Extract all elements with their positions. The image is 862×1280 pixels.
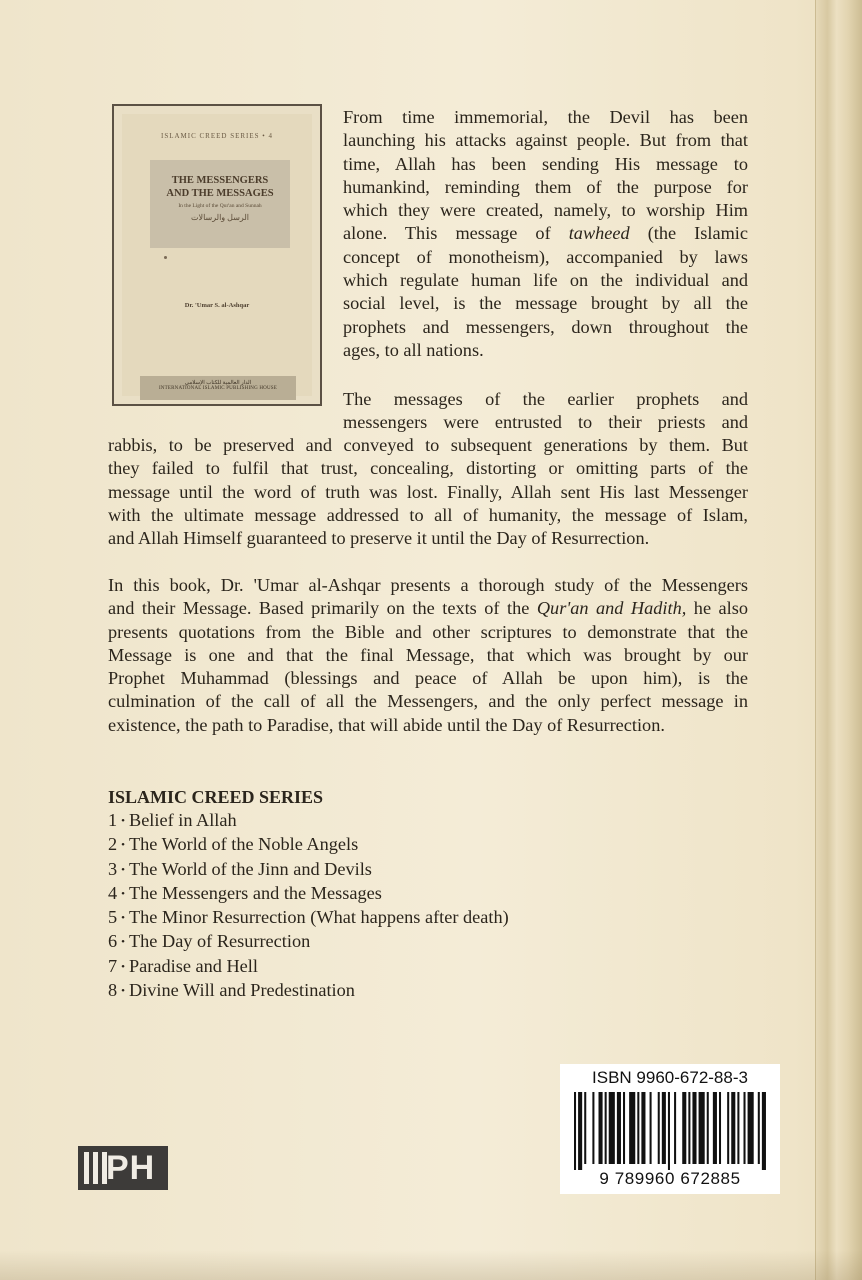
cover-title-line2: AND THE MESSAGES [166, 188, 274, 199]
third-line2-italic: Qur'an and Hadith, [536, 598, 687, 619]
cover-arabic-title: الرسل والرسالات [190, 213, 249, 222]
isbn-label: ISBN 9960-672-88-3 [592, 1068, 748, 1087]
series-item [108, 809, 509, 833]
intro-line: ages, to all nations. [343, 339, 484, 360]
series-bullet: • [121, 839, 125, 852]
barcode-bar [692, 1092, 696, 1164]
third-line2-after: he also [686, 598, 749, 619]
intro-term-after: (the Islamic [629, 223, 748, 244]
third-line2-before: and their Message. Based primarily on the texts of the [108, 598, 537, 619]
second-line: The messages of the earlier prophets and [343, 389, 748, 409]
series-item-number: 1 [108, 810, 118, 830]
intro-line: which regulate human life on the individual and [343, 270, 748, 291]
cover-series-label: ISLAMIC CREED SERIES • 4 [160, 132, 273, 140]
third-line: Message is one and that the final Message, that which was brought by our [108, 644, 748, 665]
second-line: messengers were entrusted to their priests and [343, 412, 748, 433]
third-line: existence, the path to Paradise, that will abide until the Day of Resurrection. [108, 714, 665, 735]
barcode-bar [688, 1092, 690, 1164]
series-item-number: 3 [108, 858, 118, 879]
series-item-number: 4 [108, 882, 118, 903]
barcode-bar [578, 1092, 582, 1170]
series-bullet: • [121, 863, 125, 876]
series-bullet: • [121, 936, 125, 949]
series-item [108, 979, 509, 1003]
cover-title [150, 174, 290, 200]
third-line: Prophet Muhammad (blessings and peace of Allah be upon him), is the [108, 668, 748, 689]
series-item-title: The World of the Jinn and Devils [129, 858, 372, 879]
barcode-bar [629, 1092, 635, 1164]
series-item [108, 833, 509, 857]
intro-line: launching his attacks against people. But from that [343, 130, 748, 151]
barcode-bar [637, 1092, 639, 1164]
series-item [108, 930, 509, 954]
intro-term-lead: alone. This message of [343, 223, 551, 244]
barcode-bar [584, 1092, 586, 1164]
barcode-bars [574, 1092, 768, 1170]
logo-bar [93, 1152, 98, 1184]
intro-paragraph [343, 106, 748, 362]
second-line: and Allah Himself guaranteed to preserve it until the Day of Resurrection. [108, 528, 650, 549]
third-line: In this book, Dr. 'Umar al-Ashqar presents a thorough study of the Messengers [108, 575, 748, 595]
book-spine-edge [815, 0, 862, 1280]
second-line: they failed to fulfil that trust, concealing, distorting or omitting parts of the [108, 458, 748, 479]
barcode-bar [605, 1092, 607, 1164]
intro-line: time, Allah has been sending His message to [343, 153, 748, 174]
iiph-logo [78, 1146, 168, 1190]
barcode-digits: 9 789960 672885 [599, 1169, 741, 1188]
isbn-barcode [560, 1064, 780, 1194]
barcode-bar [658, 1092, 660, 1164]
third-line: culmination of the call of all the Messengers, and the only perfect message in [108, 691, 748, 712]
barcode-bar [731, 1092, 735, 1164]
cover-title-line1: THE MESSENGERS [171, 175, 269, 186]
cover-title-block [150, 160, 290, 248]
barcode-bar [762, 1092, 766, 1170]
series-item-title: The Minor Resurrection (What happens after death) [129, 907, 509, 928]
series-item-number: 5 [108, 907, 118, 928]
intro-line: humankind, reminding them of the purpose for [343, 176, 748, 197]
series-item-title: The World of the Noble Angels [129, 834, 359, 855]
barcode-bar [682, 1092, 686, 1164]
series-list [108, 809, 509, 1003]
second-line: rabbis, to be preserved and conveyed to subsequent generations by them. But [108, 435, 748, 455]
series-item-title: Divine Will and Predestination [129, 980, 355, 1001]
intro-line: concept of monotheism), accompanied by laws [343, 246, 748, 267]
barcode-bar [713, 1092, 717, 1164]
intro-line: social level, is the message brought by all the [343, 293, 748, 314]
cover-decorative-dot [164, 256, 167, 259]
cover-subtitle: In the Light of the Qur'an and Sunnah [178, 203, 262, 209]
barcode-bar [623, 1092, 625, 1164]
series-bullet: • [121, 887, 125, 900]
series-item [108, 955, 509, 979]
barcode-bar [737, 1092, 739, 1164]
barcode-bar [707, 1092, 709, 1164]
barcode-bar [719, 1092, 721, 1164]
barcode-bar [641, 1092, 645, 1164]
series-item-title: The Day of Resurrection [129, 931, 311, 952]
cover-publisher-arabic: الدار العالمية للكتاب الإسلامي [184, 380, 252, 386]
barcode-bar [609, 1092, 615, 1164]
barcode-bar [662, 1092, 666, 1164]
intro-line-term [343, 222, 748, 245]
series-bullet: • [121, 815, 125, 827]
series-item-title: Belief in Allah [129, 810, 237, 830]
cover-publisher: INTERNATIONAL ISLAMIC PUBLISHING HOUSE [158, 386, 278, 391]
barcode-bar [727, 1092, 729, 1164]
series-item-title: Paradise and Hell [129, 955, 258, 976]
front-cover-thumbnail [112, 104, 322, 406]
intro-line: From time immemorial, the Devil has been [343, 107, 748, 127]
barcode-bar [592, 1092, 594, 1164]
barcode-bar [650, 1092, 652, 1164]
barcode-bar [574, 1092, 576, 1170]
barcode-bar [748, 1092, 754, 1164]
barcode-bar [674, 1092, 676, 1164]
series-item-number: 8 [108, 980, 118, 1001]
third-line: presents quotations from the Bible and other scriptures to demonstrate that the [108, 621, 748, 642]
series-heading: ISLAMIC CREED SERIES [108, 787, 324, 807]
barcode-bar [699, 1092, 705, 1164]
series-item [108, 858, 509, 882]
series-item [108, 882, 509, 906]
third-line-italic [108, 597, 748, 620]
barcode-bar [617, 1092, 621, 1164]
series-bullet: • [121, 912, 125, 925]
series-item [108, 906, 509, 930]
second-line: with the ultimate message addressed to all of humanity, the message of Islam, [108, 504, 748, 525]
intro-line: which they were created, namely, to worship Him [343, 200, 748, 221]
series-item-number: 2 [108, 834, 118, 855]
series-item-title: The Messengers and the Messages [129, 882, 382, 903]
barcode-bar [668, 1092, 670, 1170]
intro-term: tawheed [568, 223, 630, 244]
cover-publisher-bar [140, 376, 296, 400]
series-bullet: • [121, 985, 125, 998]
logo-bar [84, 1152, 89, 1184]
second-paragraph-start [343, 388, 748, 435]
barcode-bar [599, 1092, 603, 1164]
front-cover-panel [122, 114, 312, 396]
second-paragraph-rest [108, 434, 748, 550]
third-paragraph [108, 574, 748, 737]
intro-line: prophets and messengers, down throughout the [343, 316, 748, 337]
logo-text: PH [106, 1149, 156, 1187]
cover-bottom-edge [0, 1250, 862, 1280]
series-bullet: • [121, 960, 125, 973]
barcode-bar [743, 1092, 745, 1164]
series-item-number: 7 [108, 955, 118, 976]
series-item-number: 6 [108, 931, 118, 952]
second-line: message until the word of truth was lost. Finally, Allah sent His last Messenger [108, 481, 748, 502]
cover-author: Dr. 'Umar S. al-Ashqar [184, 302, 250, 309]
barcode-bar [758, 1092, 760, 1164]
